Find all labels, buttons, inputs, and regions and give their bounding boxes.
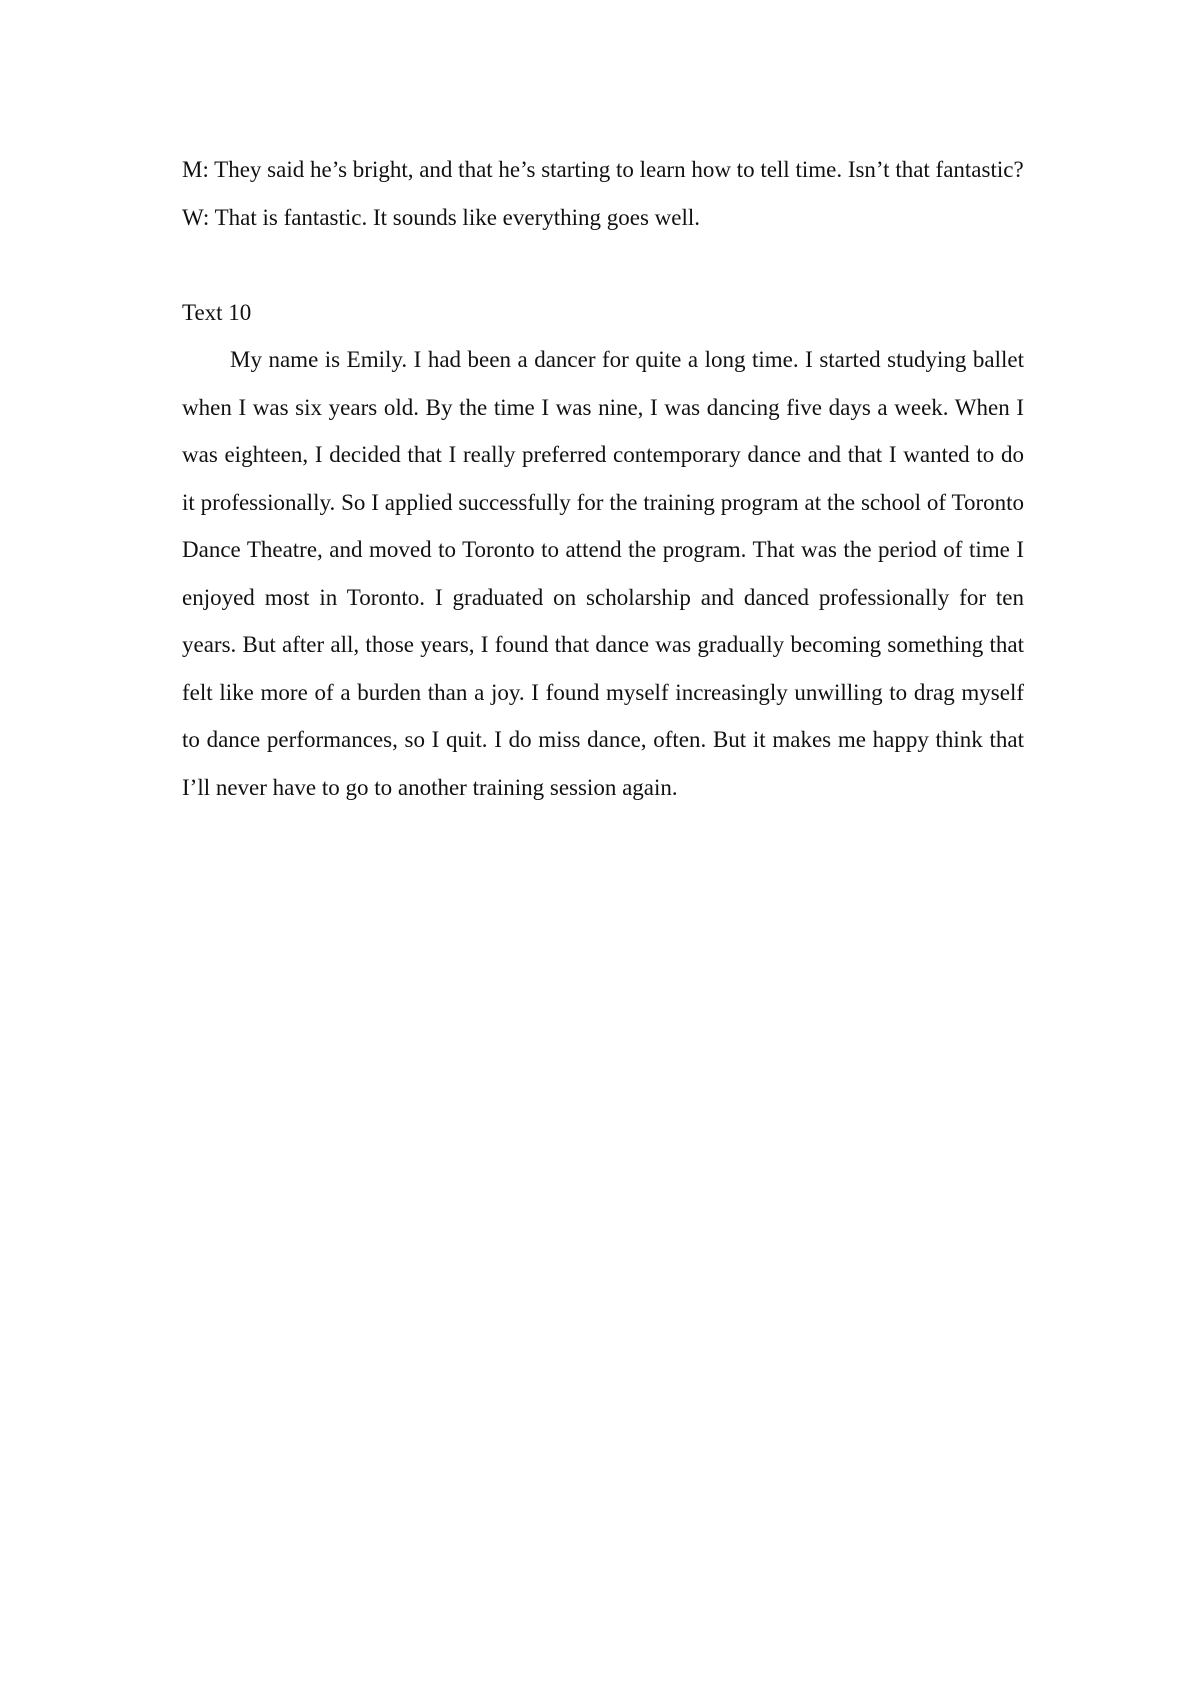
- section-heading: Text 10: [182, 299, 252, 325]
- dialogue-line-w: W: That is fantastic. It sounds like everything goes well.: [182, 204, 701, 230]
- section-paragraph: My name is Emily. I had been a dancer for quite a long time. I started studying ballet when I was six years old. By the time I was nine, I was dancing five days a week. When I was eighteen, I decided that I really preferred contemporary dance and that I wanted to do it professionally. So I applied successfully for the training program at the school of Toronto Dance Theatre, and moved to Toronto to attend the program. That was the period of time I enjoyed most in Toronto. I graduated on scholarship and danced professionally for ten years. But after all, those years, I found that dance was gradually becoming something that felt like more of a burden than a joy. I found myself increasingly unwilling to drag myself to dance performances, so I quit. I do miss dance, often. But it makes me happy think that I’ll never have to go to another training session again.: [182, 347, 1024, 800]
- dialogue-line-m: M: They said he’s bright, and that he’s starting to learn how to tell time. Isn’t that fantastic?: [182, 157, 1024, 182]
- section-spacer: [182, 241, 1024, 289]
- document-body: [182, 146, 1024, 811]
